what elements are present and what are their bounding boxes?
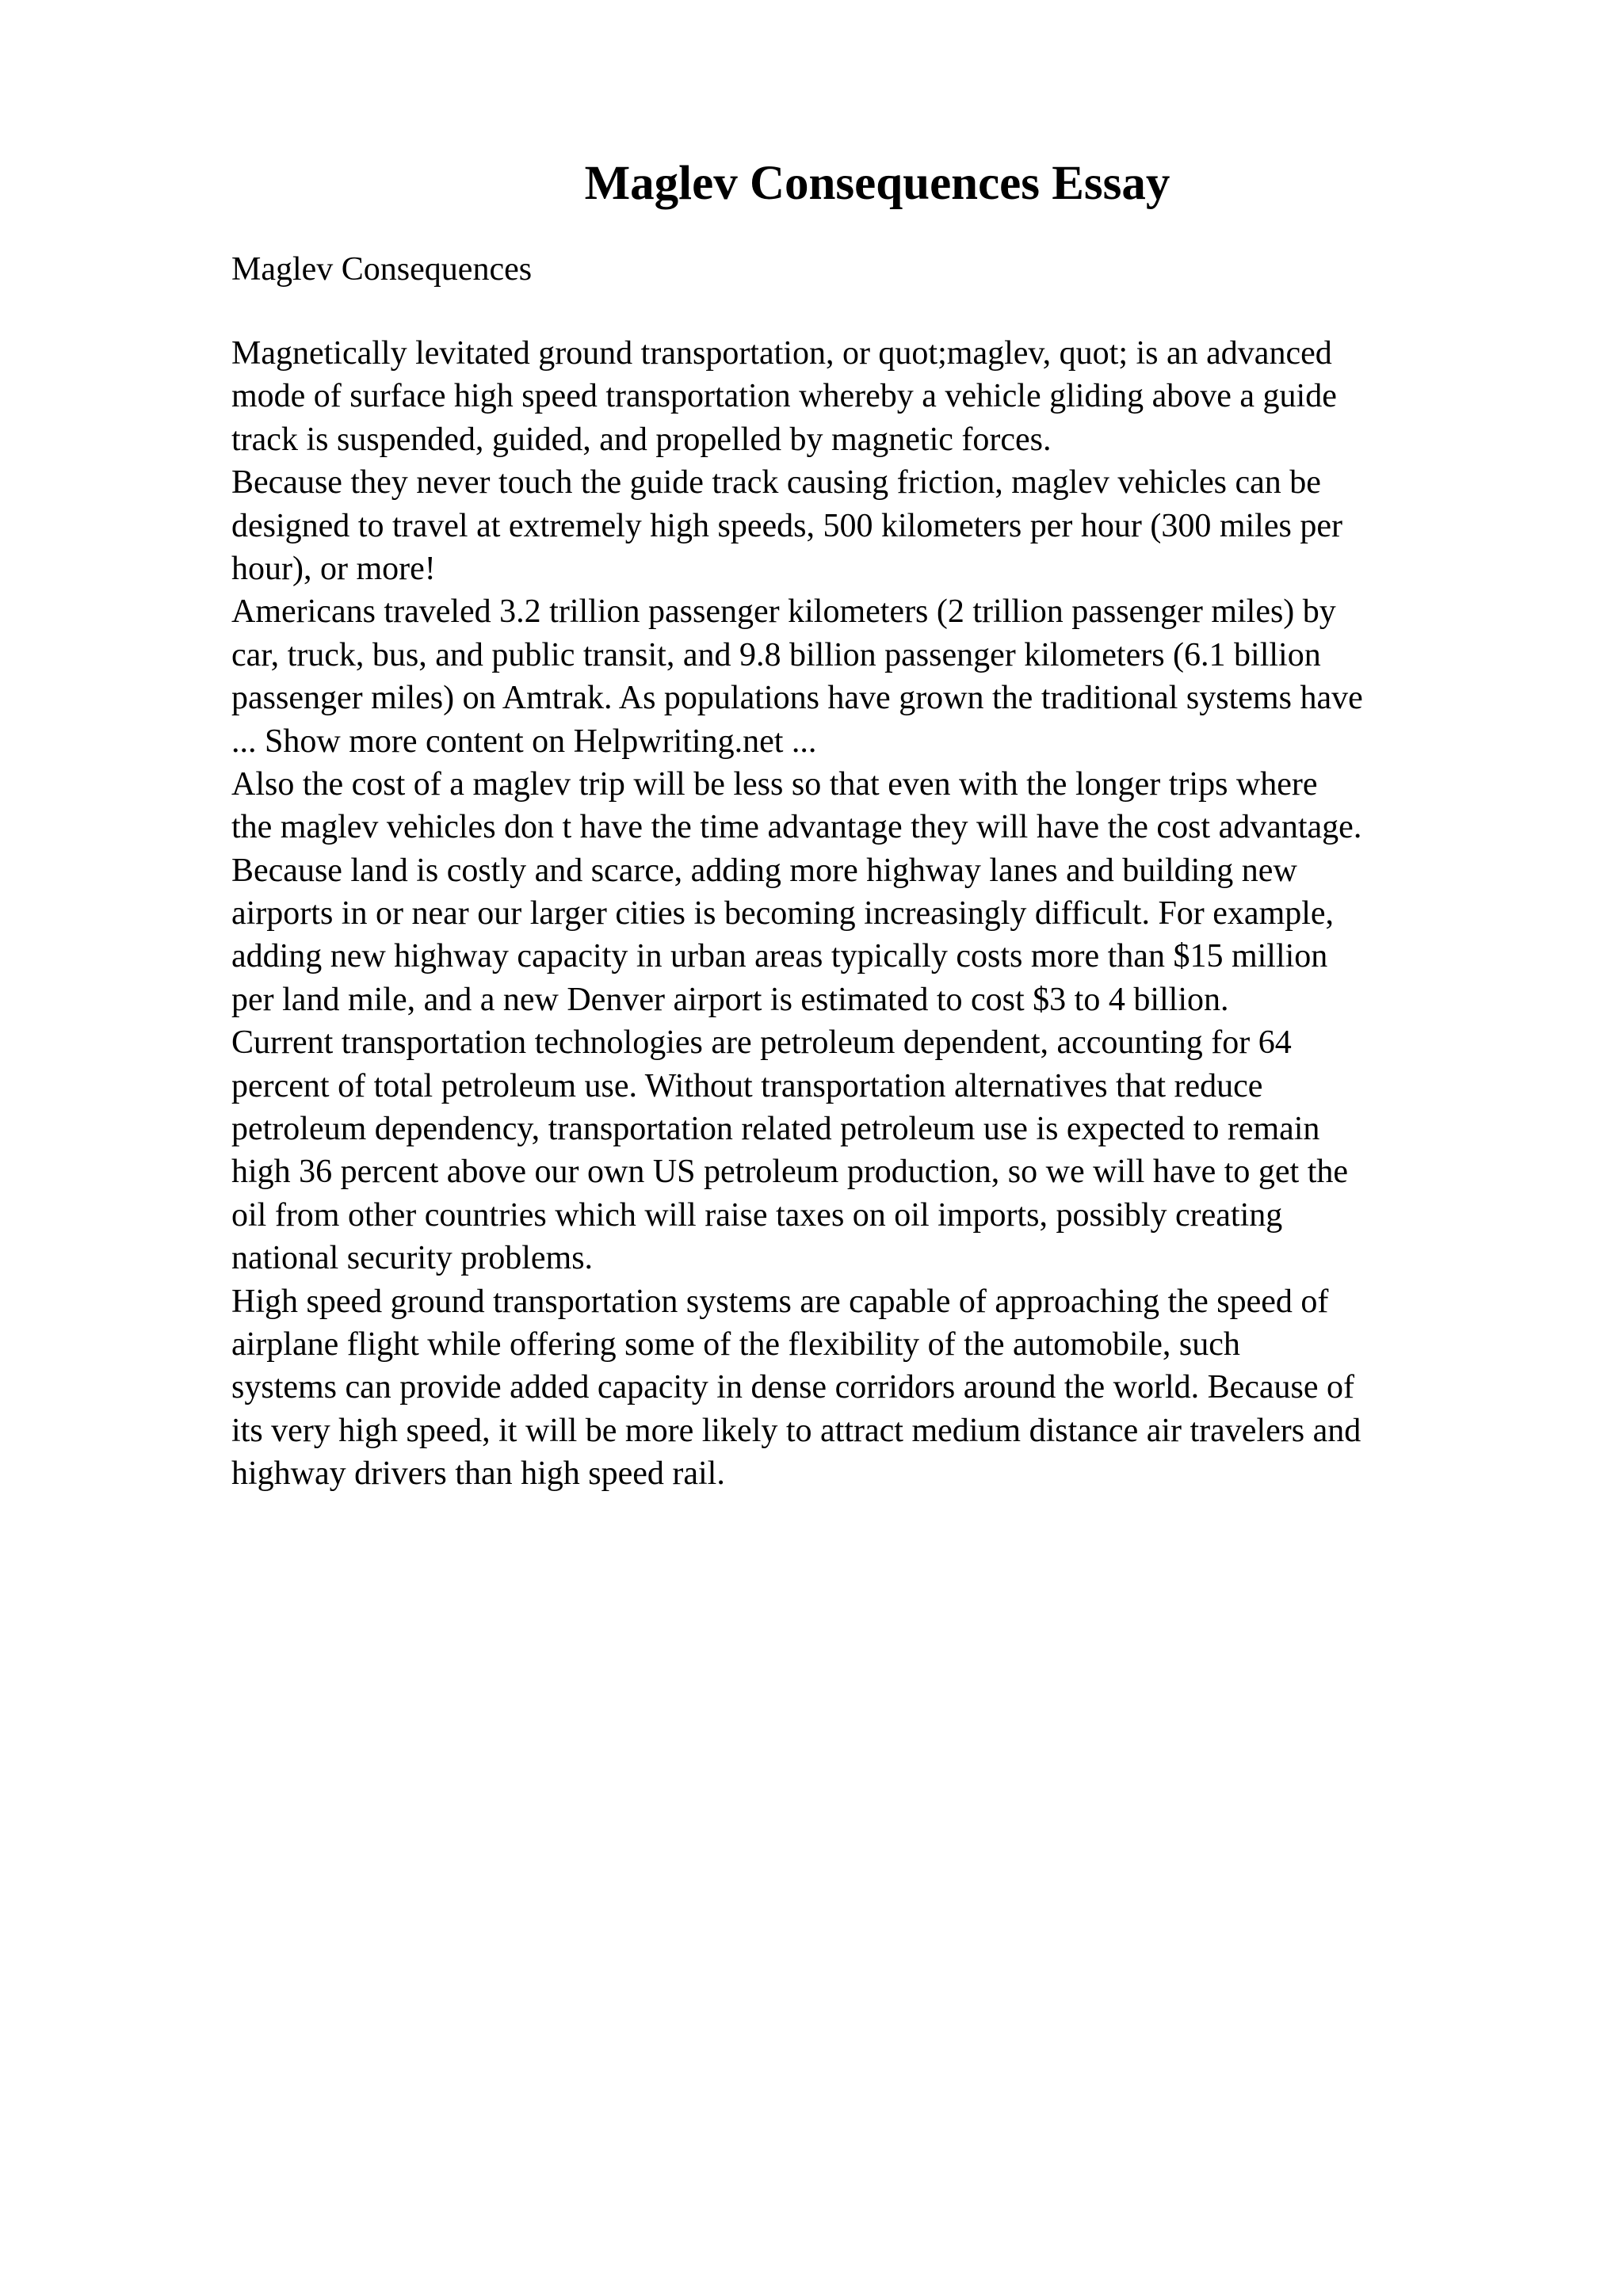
essay-line: highway drivers than high speed rail.	[231, 1455, 725, 1493]
essay-line: Americans traveled 3.2 trillion passenger kilometers (2 trillion passenger miles) by	[231, 593, 1336, 631]
essay-line: petroleum dependency, transportation related petroleum use is expected to remain	[231, 1111, 1320, 1148]
essay-line: high 36 percent above our own US petroleum production, so we will have to get the	[231, 1154, 1349, 1191]
essay-line: Also the cost of a maglev trip will be less so that even with the longer trips where	[231, 765, 1318, 803]
essay-line: systems can provide added capacity in dense corridors around the world. Because of	[231, 1369, 1355, 1406]
essay-line: Because land is costly and scarce, adding more highway lanes and building new	[231, 852, 1297, 889]
essay-line: adding new highway capacity in urban areas typically costs more than $15 million	[231, 938, 1328, 975]
essay-line: the maglev vehicles don t have the time advantage they will have the cost advantage.	[231, 809, 1362, 846]
essay-line: passenger miles) on Amtrak. As populations have grown the traditional systems have	[231, 680, 1363, 717]
essay-line: airports in or near our larger cities is becoming increasingly difficult. For example,	[231, 895, 1335, 933]
essay-line: airplane flight while offering some of the flexibility of the automobile, such	[231, 1325, 1240, 1363]
document-subtitle: Maglev Consequences	[231, 251, 533, 288]
document-title: Maglev Consequences Essay	[584, 157, 1170, 210]
essay-line: national security problems.	[231, 1240, 594, 1277]
essay-line: Magnetically levitated ground transportation, or quot;maglev, quot; is an advanced	[231, 335, 1332, 372]
essay-line: hour), or more!	[231, 550, 436, 587]
essay-line: mode of surface high speed transportation whereby a vehicle gliding above a guide	[231, 378, 1337, 415]
essay-body	[231, 332, 1499, 1496]
essay-line: car, truck, bus, and public transit, and 9.8 billion passenger kilometers (6.1 billion	[231, 636, 1321, 673]
essay-line: per land mile, and a new Denver airport is estimated to cost $3 to 4 billion.	[231, 981, 1229, 1018]
show-more-line: ... Show more content on Helpwriting.net ...	[231, 723, 817, 760]
essay-line: designed to travel at extremely high speeds, 500 kilometers per hour (300 miles per	[231, 507, 1342, 544]
essay-line: High speed ground transportation systems are capable of approaching the speed of	[231, 1283, 1329, 1320]
essay-line: Because they never touch the guide track causing friction, maglev vehicles can be	[231, 464, 1321, 502]
essay-line: its very high speed, it will be more likely to attract medium distance air travelers and	[231, 1412, 1361, 1449]
essay-line: Current transportation technologies are petroleum dependent, accounting for 64	[231, 1024, 1292, 1062]
essay-line: oil from other countries which will raise taxes on oil imports, possibly creating	[231, 1196, 1283, 1234]
essay-line: percent of total petroleum use. Without transportation alternatives that reduce	[231, 1067, 1263, 1104]
essay-line: track is suspended, guided, and propelled by magnetic forces.	[231, 421, 1052, 458]
